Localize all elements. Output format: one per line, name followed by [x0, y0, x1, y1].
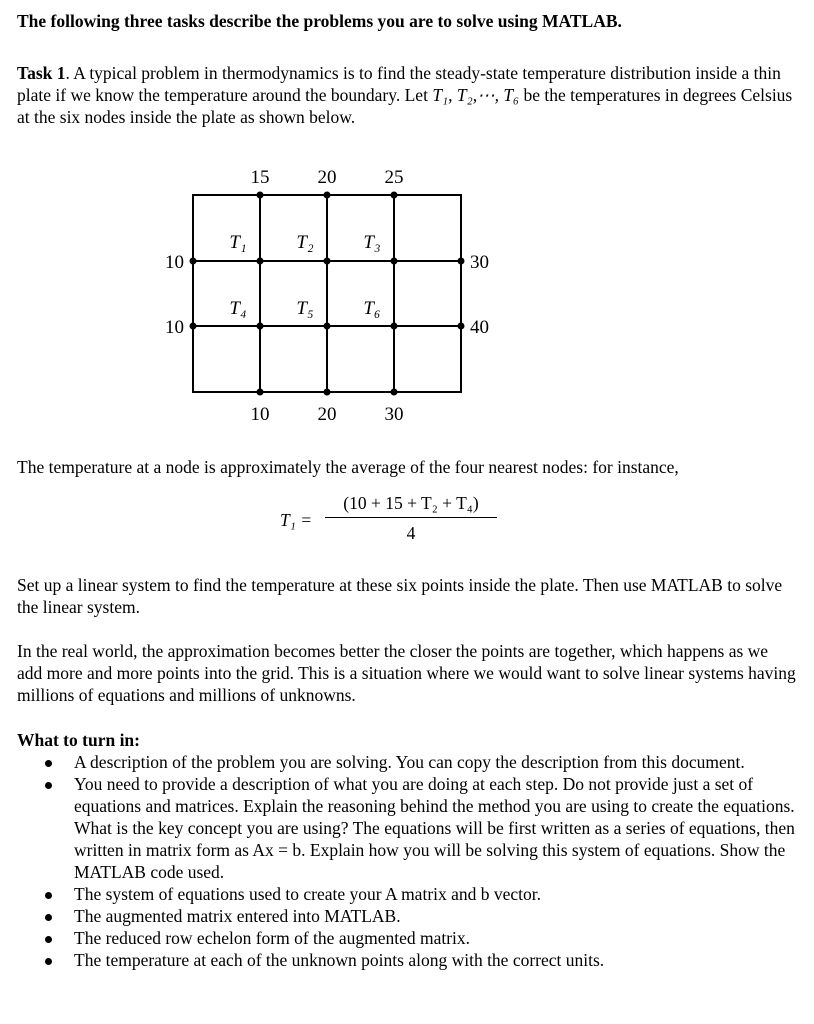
formula-denominator: 4 — [406, 523, 416, 543]
formula-lhs: T₁ = — [280, 510, 313, 530]
list-item — [17, 773, 797, 883]
list-item-text: A description of the problem you are solving. You can copy the description from this document. — [74, 752, 745, 772]
interior-node — [324, 323, 331, 330]
fraction-bar — [325, 517, 497, 518]
turn-in-heading: What to turn in: — [17, 730, 140, 750]
node-label-t3: T₃ — [363, 232, 381, 253]
interior-node — [391, 323, 398, 330]
boundary-node — [257, 389, 264, 396]
turn-in-list — [17, 751, 797, 971]
bullet-icon — [45, 892, 52, 899]
right-label-2: 40 — [470, 317, 489, 338]
list-item-text: The system of equations used to create your A matrix and b vector. — [74, 884, 542, 904]
bullet-icon — [45, 914, 52, 921]
boundary-node — [190, 258, 197, 265]
list-item — [17, 949, 797, 971]
node-label-t4: T₄ — [229, 298, 247, 319]
bullet-icon — [45, 760, 52, 767]
left-label-2: 10 — [165, 317, 184, 338]
task1-text-before: . A typical problem in thermodynamics is to find the steady-state temperature distribution inside a thin plate if we know the temperature around the boundary. Let — [17, 63, 781, 105]
bottom-label-3: 30 — [384, 404, 404, 425]
task1-paragraph — [17, 62, 797, 128]
list-item — [17, 905, 797, 927]
interior-node — [257, 258, 264, 265]
task1-text-after: be the temperatures in degrees Celsius at the six nodes inside the plate as shown below. — [17, 85, 793, 127]
boundary-node — [257, 192, 264, 199]
intro-heading: The following three tasks describe the problems you are to solve using MATLAB. — [17, 11, 622, 31]
list-item-text: The temperature at each of the unknown points along with the correct units. — [74, 950, 605, 970]
bullet-icon — [45, 958, 52, 965]
interior-node — [257, 323, 264, 330]
boundary-node — [391, 192, 398, 199]
boundary-node — [190, 323, 197, 330]
node-label-t6: T₆ — [363, 298, 381, 319]
task1-text-math: T₁, T₂,⋯, T₆ — [432, 85, 520, 105]
bullet-icon — [45, 782, 52, 789]
boundary-node — [324, 389, 331, 396]
list-item-text: You need to provide a description of what you are doing at each step. Do not provide just a set of equations and matrices. Explain the reasoning behind the method you are using to create the equations. What is the key concept you are using? The equations will be first written as a series of equations, then written in matrix form as Ax = b. Explain how you will be solving this system of equations. Show the MATLAB code used. — [74, 774, 795, 882]
interior-node — [324, 258, 331, 265]
bottom-label-2: 20 — [317, 404, 337, 425]
task1-label: Task 1 — [17, 63, 66, 83]
right-label-1: 30 — [470, 252, 489, 273]
left-label-1: 10 — [165, 252, 184, 273]
top-label-3: 25 — [384, 167, 404, 188]
top-label-2: 20 — [317, 167, 337, 188]
boundary-node — [458, 323, 465, 330]
node-label-t5: T₅ — [296, 298, 314, 319]
list-item-text: The reduced row echelon form of the augmented matrix. — [74, 928, 471, 948]
interior-node — [391, 258, 398, 265]
average-formula — [280, 492, 520, 552]
boundary-node — [324, 192, 331, 199]
boundary-node — [391, 389, 398, 396]
list-item-text: The augmented matrix entered into MATLAB. — [74, 906, 401, 926]
boundary-node — [458, 258, 465, 265]
list-item — [17, 883, 797, 905]
formula-numerator: (10 + 15 + T₂ + T₄) — [343, 493, 479, 513]
node-label-t2: T₂ — [296, 232, 314, 253]
realworld-paragraph: In the real world, the approximation becomes better the closer the points are together, which happens as we add more and more points into the grid. This is a situation where we would want to solve linear systems having millions of equations and millions of unknowns. — [17, 641, 796, 705]
list-item — [17, 927, 797, 949]
average-paragraph: The temperature at a node is approximately the average of the four nearest nodes: for instance, — [17, 457, 679, 477]
plate-diagram — [150, 158, 500, 433]
setup-paragraph: Set up a linear system to find the temperature at these six points inside the plate. Then use MATLAB to solve the linear system. — [17, 575, 783, 617]
list-item — [17, 751, 797, 773]
node-label-t1: T₁ — [229, 232, 247, 253]
bullet-icon — [45, 936, 52, 943]
top-label-1: 15 — [250, 167, 270, 188]
bottom-label-1: 10 — [250, 404, 270, 425]
